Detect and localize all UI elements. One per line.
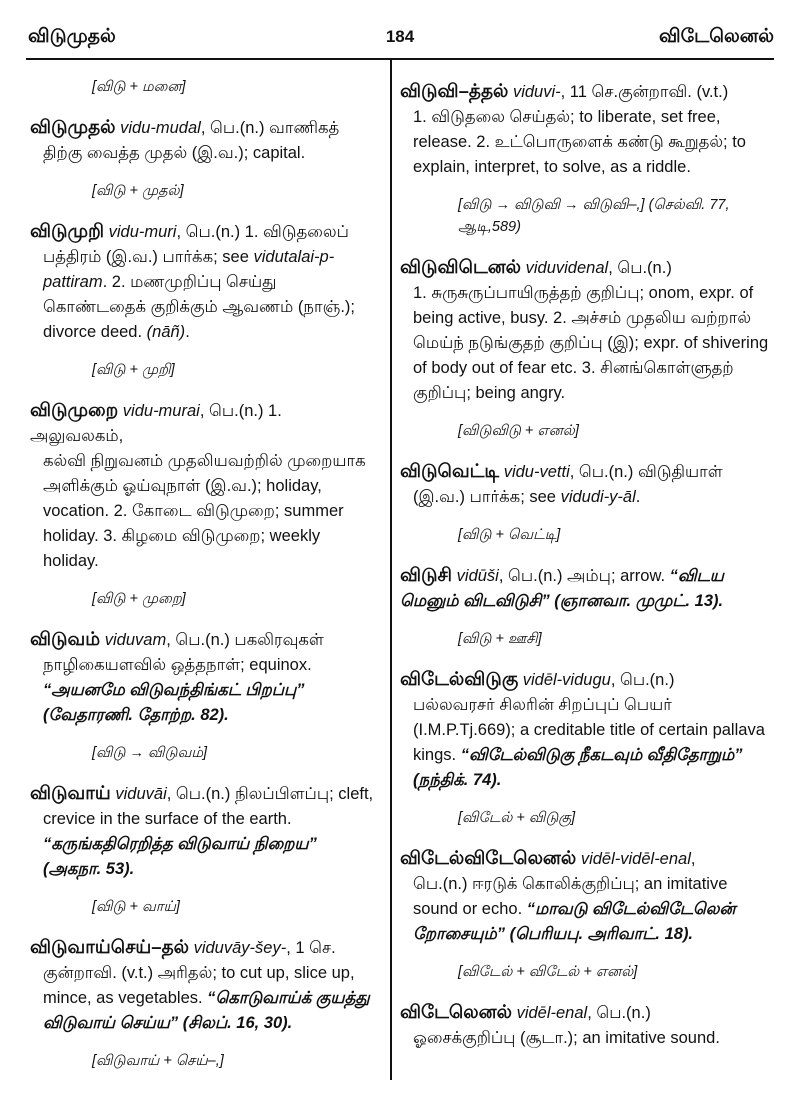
definition-text: பெ.(n.) ஈரடுக் கொலிக்குறிப்பு; an imitative sound or echo. (413, 875, 728, 918)
entry-definition: 1. விடுதலை செய்தல்; to liberate, set free, release. 2. உட்பொருளைக் கண்டு கூறுதல்; to explain, interpret, to solve, as a riddle. (413, 108, 746, 176)
left-guide-word: விடுமுதல் (28, 26, 116, 47)
transliteration: vidēl-vidēl-enal (580, 850, 691, 868)
etymology: [விடு + முறை] (92, 591, 186, 607)
entry-definition: கல்வி நிறுவனம் முதலியவற்றில் முறையாக அளிக்கும் ஓய்வுநாள் (இ.வ.); holiday, vocation. 2. கோடை விடுமுறை; summer holiday. 3. கிழமை விடுமுறை; weekly holiday. (43, 452, 366, 570)
transliteration: viduvāi (115, 785, 167, 803)
definition-text: crevice in the surface of the earth. (43, 810, 292, 828)
entry-gloss: , பெ.(n.) 1. அலுவலகம், (30, 402, 282, 445)
headword: விடுவிடெனல் (400, 256, 522, 277)
etymology: [விடு + முறி] (92, 362, 175, 378)
entry-definition: ஓசைக்குறிப்பு (சூடா.); an imitative sound. (413, 1029, 720, 1047)
literary-quote: “விடேல்விடுகு நீகடவும் வீதிதோறும்” (நந்திக். 74). (413, 746, 743, 789)
right-column (400, 64, 774, 1051)
transliteration: vidudi-y-āl (560, 488, 636, 506)
etymology: [விடு + முதல்] (92, 183, 184, 199)
definition-text: பல்லவரசர் சிலரின் சிறப்புப் பெயர் (I.M.P.Tj.669); a creditable title of certain pallava kings. (413, 696, 765, 764)
dictionary-entry (400, 254, 774, 406)
entry-gloss: , பெ.(n.) (608, 259, 672, 277)
dictionary-entry (400, 562, 774, 614)
entry-gloss: , (690, 850, 696, 868)
headword: விடுமுதல் (30, 116, 116, 137)
definition-text: பத்திரம் (இ.வ.) பார்க்க; see (43, 248, 254, 266)
dictionary-entry (400, 78, 774, 180)
entry-definition (30, 245, 376, 345)
source-abbrev: (nāñ) (146, 323, 186, 341)
dictionary-entry (400, 999, 774, 1051)
entry-gloss: , 11 செ.குன்றாவி. (v.t.) (560, 83, 729, 101)
entry-gloss: , பெ.(n.) நிலப்பிளப்பு; cleft, (166, 785, 374, 803)
definition-text: . (185, 323, 190, 341)
entry-definition (400, 485, 774, 510)
definition-text: (இ.வ.) பார்க்க; see (413, 488, 561, 506)
etymology: [விடு + மனை] (92, 79, 186, 95)
dictionary-entry (400, 845, 774, 947)
dictionary-entry (400, 458, 774, 510)
left-column (30, 64, 376, 1088)
transliteration: viduvāy-šey- (193, 939, 287, 957)
headword: விடுவம் (30, 628, 101, 649)
entry-definition (30, 961, 376, 1036)
entry-gloss: , 1 செ. (286, 939, 336, 957)
dictionary-entry (30, 114, 376, 166)
definition-text: . 2. மணமுறிப்பு செய்து கொண்டதைக் குறிக்கும் ஆவணம் (நாஞ்.); divorce deed. (43, 273, 355, 341)
entry-gloss: , பெ.(n.) 1. விடுதலைப் (176, 223, 349, 241)
headword: விடேலெனல் (400, 1001, 512, 1022)
transliteration: vidēl-vidugu (522, 671, 611, 689)
dictionary-entry (30, 780, 376, 882)
etymology: [விடு → விடுவம்] (92, 745, 208, 761)
transliteration: viduvi- (512, 83, 561, 101)
entry-definition: 1. சுருசுருப்பாயிருத்தற் குறிப்பு; onom, expr. of being active, busy. 2. அச்சம் முதலிய வற்றால் மெய்ந் நடுங்குதற் குறிப்பு (இ); expr. of shivering of body out of fear etc. 3. சினங்கொள்ளுதற் குறிப்பு; being angry. (413, 284, 769, 402)
literary-quote: “அயனமே விடுவந்திங்கட் பிறப்பு” (வேதாரணி. தோற்ற. 82). (43, 681, 305, 724)
headword: விடுமுறி (30, 220, 105, 241)
literary-quote: “விடய மெனும் விடவிடுசி” (ஞானவா. முமுட். 13). (400, 567, 724, 610)
transliteration: viduvidenal (525, 259, 609, 277)
column-divider (390, 58, 392, 1080)
transliteration: vidu-murai (122, 402, 200, 420)
etymology: [விடு + வெட்டி] (458, 527, 561, 543)
entry-definition (30, 653, 376, 728)
entry-gloss: , பெ.(n.) வாணிகத் (200, 119, 340, 137)
headword: விடுவாய்செய்–தல் (30, 936, 189, 957)
etymology: [விடுவிடு + எனல்] (458, 423, 579, 439)
dictionary-entry (30, 218, 376, 345)
entry-gloss: , பெ.(n.) அம்பு; arrow. (498, 567, 670, 585)
page-number: 184 (385, 27, 415, 46)
etymology: [விடு + வாய்] (92, 899, 180, 915)
dictionary-entry (30, 626, 376, 728)
headword: விடேல்விடேலெனல் (400, 847, 577, 868)
etymology: [விடு + ஊசி] (458, 631, 542, 647)
literary-quote: “மாவடு விடேல்விடேலென் றோசையும்” (பெரியபு. அரிவாட். 18). (413, 900, 736, 943)
literary-quote: “கொடுவாய்க் குயத்து விடுவாய் செய்ய” (சிலப். 16, 30). (43, 989, 370, 1032)
entry-definition: திற்கு வைத்த முதல் (இ.வ.); capital. (43, 144, 306, 162)
dictionary-entry (400, 666, 774, 793)
entry-definition (30, 807, 376, 882)
dictionary-entry (30, 397, 376, 574)
etymology: [விடு → விடுவி → விடுவி–,] (செல்வி. 77, ஆடி,589) (458, 197, 730, 235)
literary-quote: “கருங்கதிரெறித்த விடுவாய் நிறைய” (அகநா. 53). (43, 835, 317, 878)
header-rule (26, 58, 774, 60)
transliteration: vidu-muri (108, 223, 177, 241)
definition-text: . (635, 488, 641, 506)
headword: விடுவெட்டி (400, 460, 500, 481)
transliteration: viduvam (104, 631, 167, 649)
entry-gloss: , பெ.(n.) (610, 671, 675, 689)
entry-gloss: , பெ.(n.) பகலிரவுகள் (166, 631, 324, 649)
entry-definition (400, 872, 774, 947)
page-header (0, 0, 800, 58)
dictionary-entry (30, 934, 376, 1036)
etymology: [விடேல் + விடேல் + எனல்] (458, 964, 638, 980)
headword: விடுவி–த்தல் (400, 80, 509, 101)
transliteration: vidu-vetti (503, 463, 570, 481)
entry-definition (400, 693, 774, 793)
headword: விடுவாய் (30, 782, 111, 803)
headword: விடுமுறை (30, 399, 119, 420)
transliteration: vidu-mudal (120, 119, 201, 137)
headword: விடேல்விடுகு (400, 668, 519, 689)
definition-text: குன்றாவி. (v.t.) அரிதல்; to cut up, slice up, mince, as vegetables. (43, 964, 355, 1007)
entry-gloss: , பெ.(n.) (587, 1004, 651, 1022)
definition-text: நாழிகையளவில் ஒத்தநாள்; equinox. (43, 656, 312, 674)
etymology: [விடுவாய் + செய்–,] (92, 1053, 224, 1069)
transliteration: vidēl-enal (516, 1004, 588, 1022)
etymology: [விடேல் + விடுகு] (458, 810, 576, 826)
headword: விடுசி (400, 564, 453, 585)
transliteration: vidūši (456, 567, 499, 585)
right-guide-word: விடேலெனல் (659, 26, 774, 47)
transliteration: vidutalai-p-pattiram (43, 248, 335, 291)
entry-gloss: , பெ.(n.) விடுதியாள் (569, 463, 723, 481)
